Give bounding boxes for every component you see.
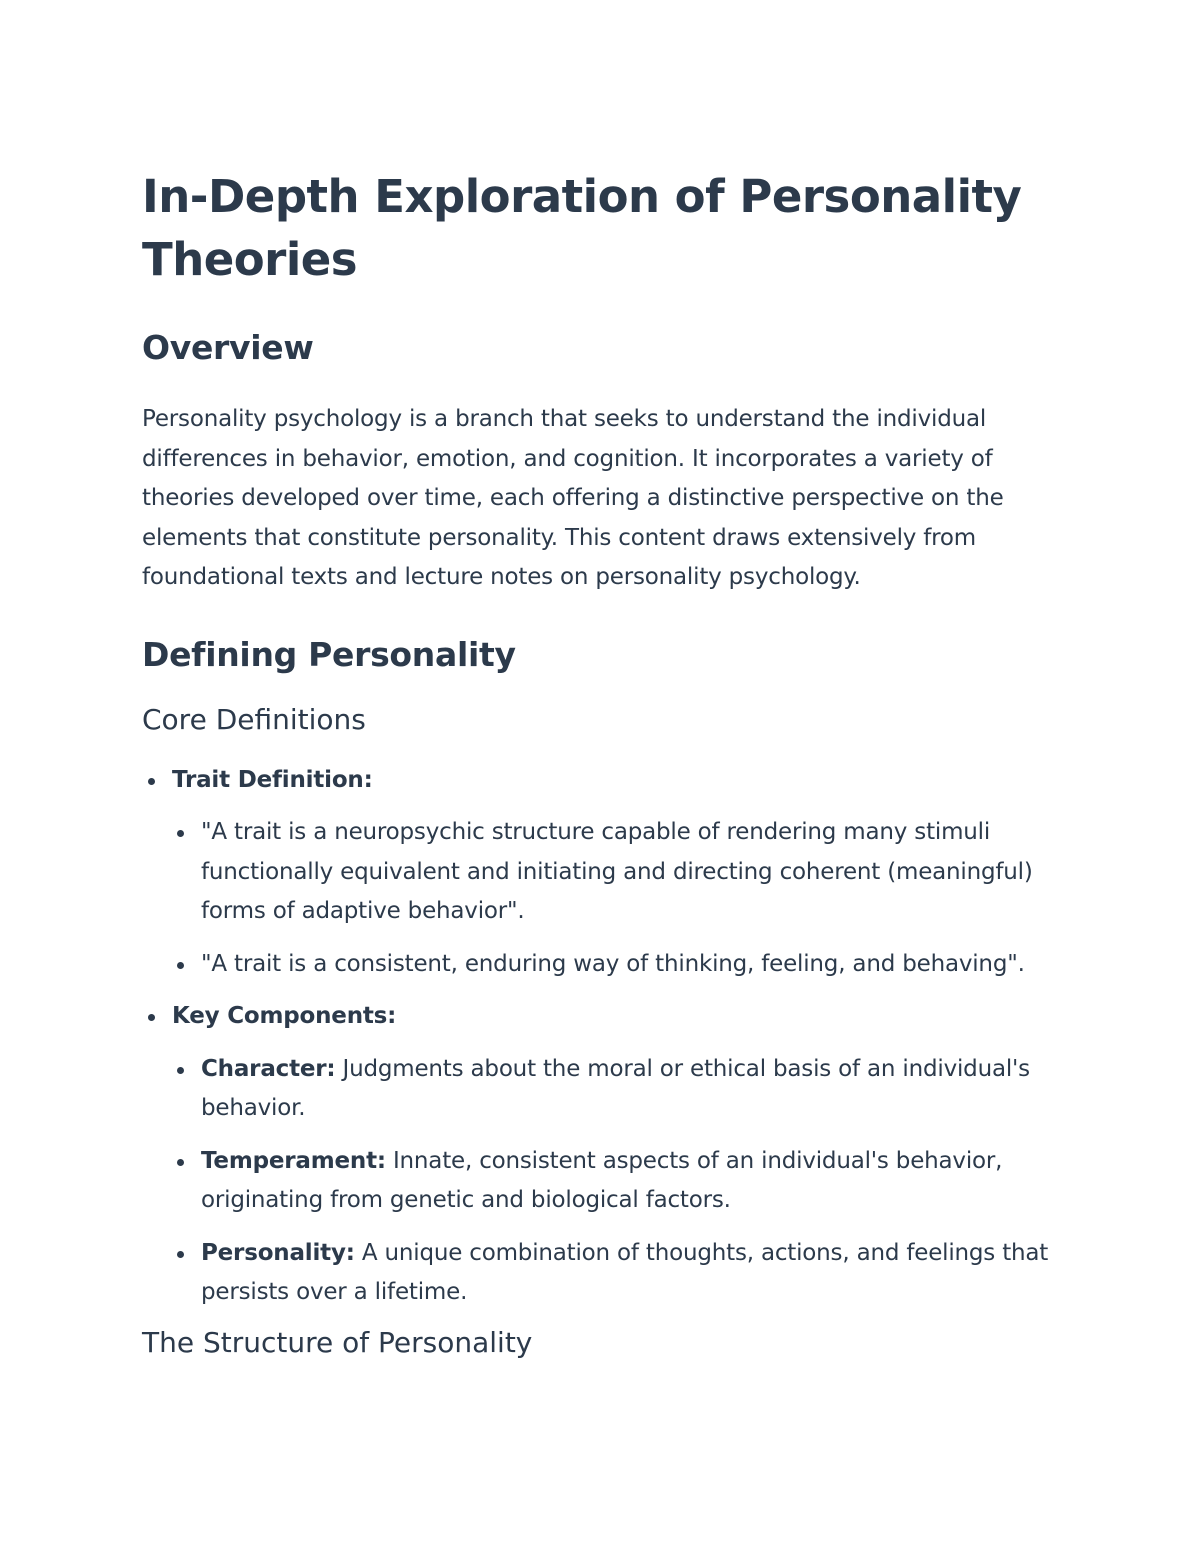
bullet-icon (148, 1014, 155, 1021)
sublist-item-temperament (201, 1142, 1062, 1221)
bullet-icon (177, 1251, 184, 1258)
core-definitions-heading: Core Definitions (142, 702, 366, 736)
sublist-item-text: "A trait is a neuropsychic structure capable of rendering many stimuli functionally equivalent and initiating and directing coherent (meaningful) forms of adaptive behavior". (201, 819, 1033, 924)
sublist-item-label: Temperament: (201, 1147, 386, 1174)
bullet-icon (177, 962, 184, 969)
sublist-item-label: Personality: (201, 1239, 355, 1266)
list-item-key-components (172, 997, 1062, 1313)
structure-of-personality-heading: The Structure of Personality (142, 1325, 533, 1359)
document-content (142, 165, 1062, 1360)
list-item-label: Trait Definition: (172, 766, 373, 793)
list-item-label: Key Components: (172, 1003, 397, 1029)
overview-heading: Overview (142, 328, 314, 367)
bullet-icon (177, 830, 184, 837)
sublist-item-label: Character: (201, 1055, 336, 1082)
sublist-item (201, 813, 1062, 932)
list-item-trait-definition (172, 761, 1062, 985)
overview-paragraph: Personality psychology is a branch that seeks to understand the individual differences in behavior, emotion, and cognition. It incorporates a variety of theories developed over time, each offering a distinctive perspective on the elements that constitute personality. This content draws extensively from foundational texts and lecture notes on personality psychology. (142, 406, 1004, 590)
page-title: In-Depth Exploration of Personality Theories (142, 170, 1022, 286)
sublist-item-personality (201, 1234, 1062, 1313)
definitions-list (142, 761, 1062, 1313)
trait-definition-sublist (172, 813, 1062, 984)
bullet-icon (177, 1159, 184, 1166)
sublist-item-text: Judgments about the moral or ethical basis of an individual's behavior. (201, 1055, 1030, 1121)
sublist-item (201, 945, 1062, 985)
defining-personality-heading: Defining Personality (142, 634, 516, 674)
sublist-item-character (201, 1050, 1062, 1129)
sublist-item-text: "A trait is a consistent, enduring way of thinking, feeling, and behaving". (201, 950, 1025, 977)
sublist-item-text: Innate, consistent aspects of an individual's behavior, originating from genetic and biological factors. (201, 1147, 1003, 1213)
bullet-icon (177, 1067, 184, 1074)
bullet-icon (148, 778, 155, 785)
sublist-item-text: A unique combination of thoughts, actions, and feelings that persists over a lifetime. (201, 1239, 1049, 1305)
key-components-sublist (172, 1050, 1062, 1313)
